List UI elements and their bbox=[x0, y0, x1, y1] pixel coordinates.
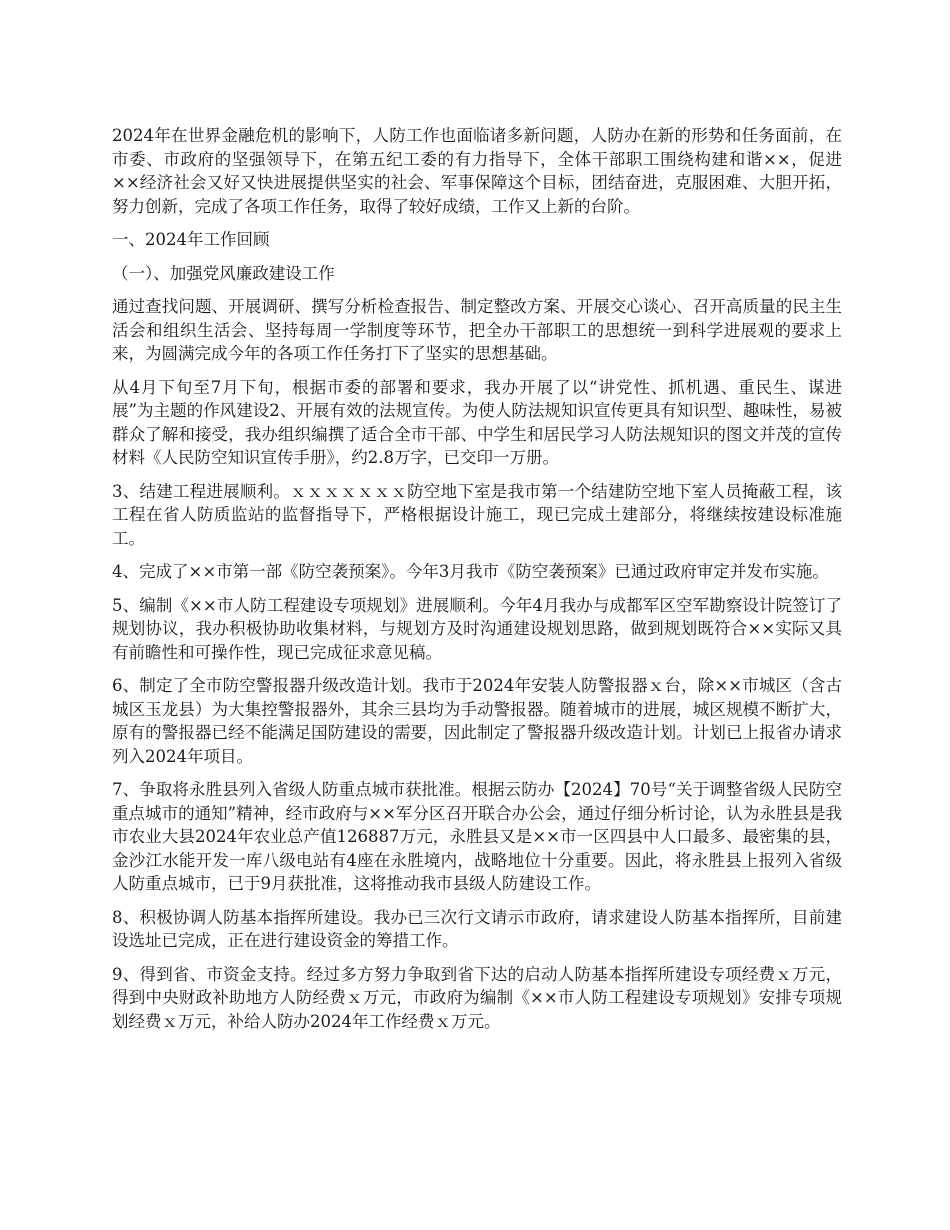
document-body bbox=[112, 124, 842, 1043]
body-paragraph: 9、得到省、市资金支持。经过多方努力争取到省下达的启动人防基本指挥所建设专项经费ｘ万元，得到中央财政补助地方人防经费ｘ万元，市政府为编制《××市人防工程建设专项规划》安排专项规划经费ｘ万元，补给人防办2024年工作经费ｘ万元。 bbox=[112, 964, 842, 1031]
body-paragraph: 6、制定了全市防空警报器升级改造计划。我市于2024年安装人防警报器ｘ台，除××市城区（含古城区玉龙县）为大集控警报器外，其余三县均为手动警报器。随着城市的进展，城区规模不断扩大，原有的警报器已经不能满足国防建设的需要，因此制定了警报器升级改造计划。计划已上报省办请求列入2024年项目。 bbox=[112, 676, 842, 766]
body-paragraph: 4、完成了××市第一部《防空袭预案》。今年3月我市《防空袭预案》已通过政府审定并发布实施。 bbox=[112, 562, 829, 581]
body-paragraph: 8、积极协调人防基本指挥所建设。我办已三次行文请示市政府，请求建设人防基本指挥所，目前建设选址已完成，正在进行建设资金的筹措工作。 bbox=[112, 907, 842, 950]
body-paragraph: 7、争取将永胜县列入省级人防重点城市获批准。根据云防办【2024】70号“关于调整省级人民防空重点城市的通知”精神，经市政府与××军分区召开联合办公会，通过仔细分析讨论，认为永胜县是我市农业大县2024年农业总产值126887万元，永胜县又是××市一区四县中人口最多、最密集的县，金沙江水能开发一库八级电站有4座在永胜境内，战略地位十分重要。因此，将永胜县上报列入省级人防重点城市，已于9月获批准，这将推动我市县级人防建设工作。 bbox=[112, 780, 842, 893]
intro-paragraph: 2024年在世界金融危机的影响下，人防工作也面临诸多新问题，人防办在新的形势和任务面前，在市委、市政府的坚强领导下，在第五纪工委的有力指导下，全体干部职工围绕构建和谐××，促进××经济社会又好又快进展提供坚实的社会、军事保障这个目标，团结奋进，克服困难、大胆开拓，努力创新，完成了各项工作任务，取得了较好成绩，工作又上新的台阶。 bbox=[112, 126, 842, 216]
subsection-heading: （一）、加强党风廉政建设工作 bbox=[112, 263, 335, 283]
body-paragraph: 3、结建工程进展顺利。ｘｘｘｘｘｘｘ防空地下室是我市第一个结建防空地下室人员掩蔽工程，该工程在省人防质监站的监督指导下，严格根据设计施工，现已完成土建部分，将继续按建设标准施工。 bbox=[112, 481, 842, 548]
section-heading: 一、2024年工作回顾 bbox=[112, 230, 270, 249]
body-paragraph: 从4月下旬至7月下旬，根据市委的部署和要求，我办开展了以“讲党性、抓机遇、重民生、谋进展”为主题的作风建设2、开展有效的法规宣传。为使人防法规知识宣传更具有知识型、趣味性，易被群众了解和接受，我办组织编撰了适合全市干部、中学生和居民学习人防法规知识的图文并茂的宣传材料《人民防空知识宣传手册》，约2.8万字，已交印一万册。 bbox=[112, 377, 842, 467]
body-paragraph: 5、编制《××市人防工程建设专项规划》进展顺利。今年4月我办与成都军区空军勘察设计院签订了规划协议，我办积极协助收集材料，与规划方及时沟通建设规划思路，做到规划既符合××实际又具有前瞻性和可操作性，现已完成征求意见稿。 bbox=[112, 595, 842, 662]
body-paragraph: 通过查找问题、开展调研、撰写分析检查报告、制定整改方案、开展交心谈心、召开高质量的民主生活会和组织生活会、坚持每周一学制度等环节，把全办干部职工的思想统一到科学进展观的要求上来，为圆满完成今年的各项工作任务打下了坚实的思想基础。 bbox=[112, 297, 842, 363]
